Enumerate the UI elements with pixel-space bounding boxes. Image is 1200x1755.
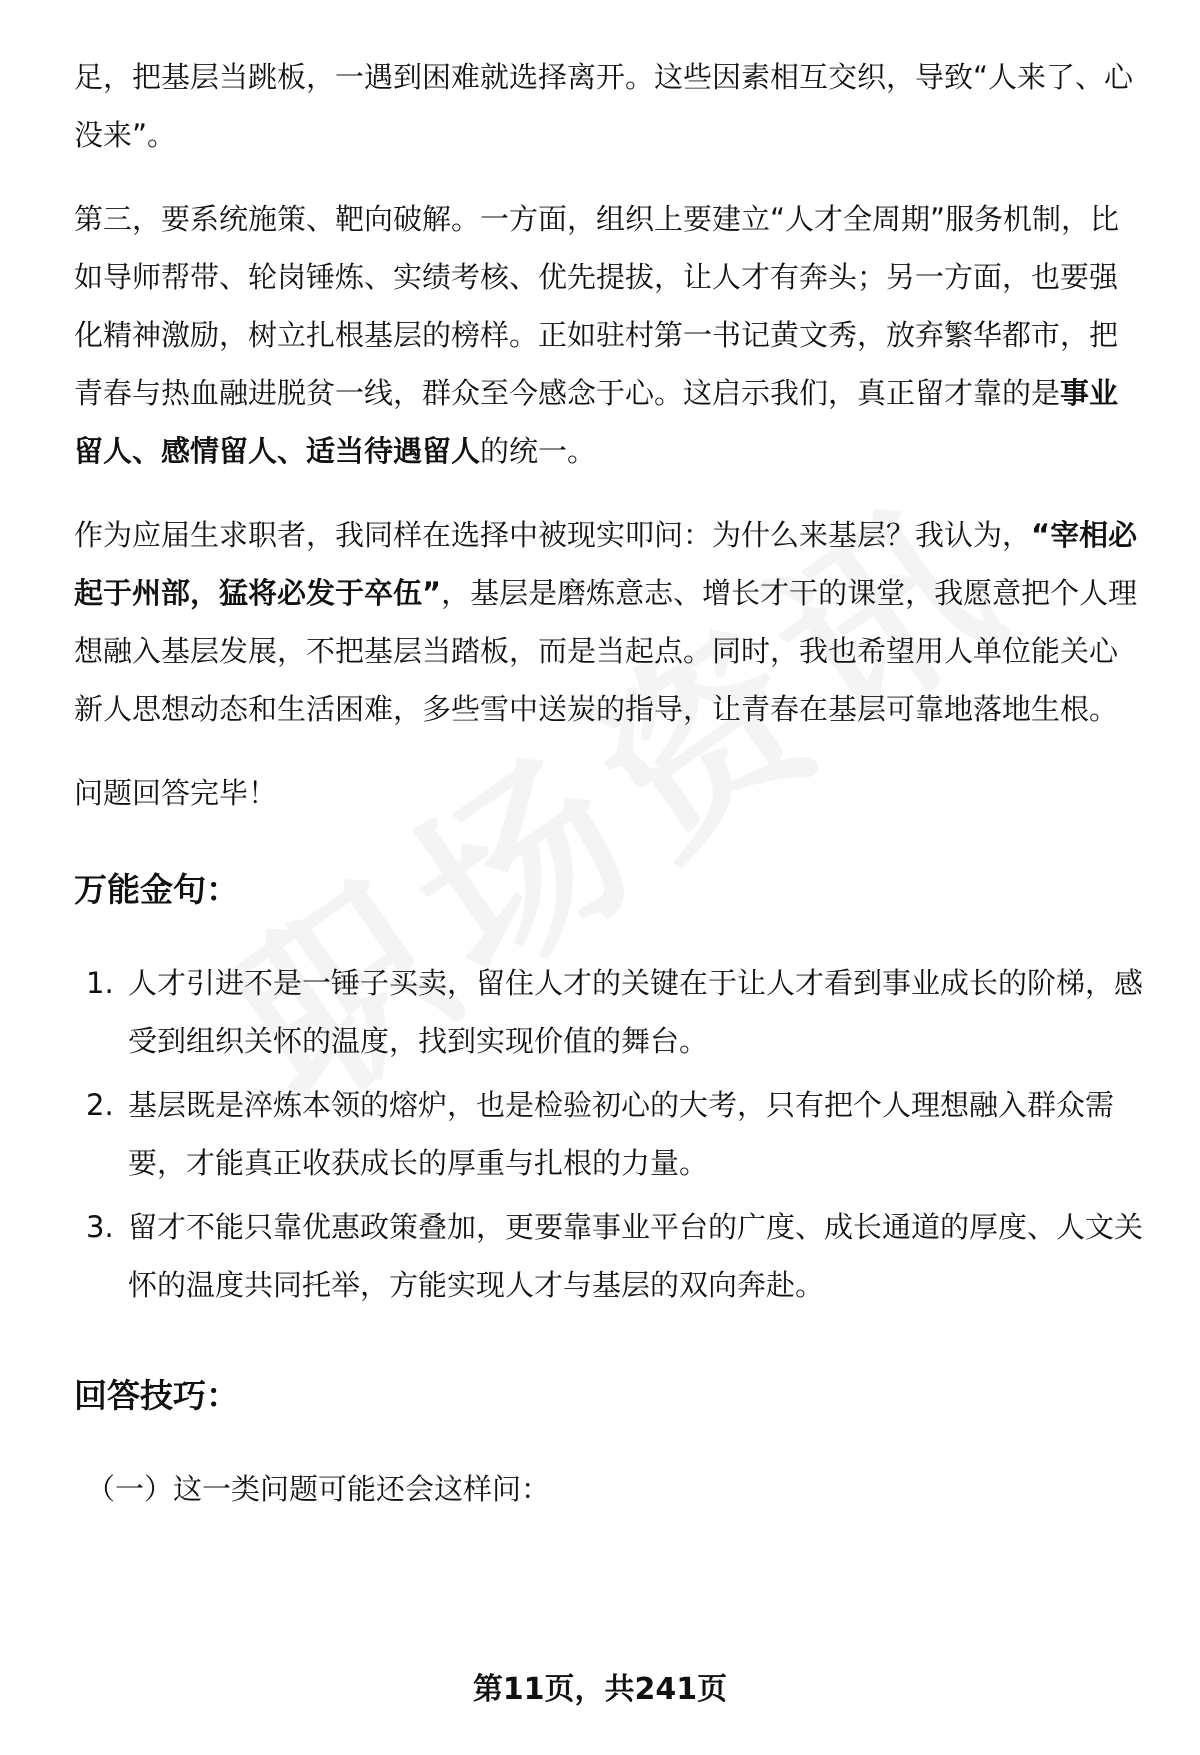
list-item — [74, 1076, 1146, 1192]
list-item-number: 2. — [86, 1088, 114, 1122]
golden-sentences-list — [74, 954, 1146, 1314]
list-item — [74, 1198, 1146, 1314]
paragraph-2-tail: 的统一。 — [480, 434, 597, 468]
paragraph-3 — [74, 506, 1146, 738]
paragraph-3-text: 作为应届生求职者，我同样在选择中被现实叩问：为什么来基层？我认为， — [74, 518, 1032, 552]
list-item — [74, 954, 1146, 1070]
section-title-answer-tips: 回答技巧： — [74, 1376, 239, 1415]
section-title-golden-sentences: 万能金句： — [74, 870, 239, 909]
list-item-number: 1. — [86, 966, 114, 1000]
subsection-heading: （一）这一类问题可能还会这样问： — [86, 1472, 551, 1506]
list-item-number: 3. — [86, 1210, 114, 1244]
paragraph-4: 问题回答完毕！ — [74, 776, 278, 810]
paragraph-3-tail: ，基层是磨炼意志、增长才干的课堂，我愿意把个人理想融入基层发展，不把基层当踏板，而是当起点。同时，我也希望用人单位能关心新人思想动态和生活困难，多些雪中送炭的指导，让青春在基层可靠地落地生根。 — [74, 576, 1138, 726]
paragraph-2-text: 第三，要系统施策、靶向破解。一方面，组织上要建立“人才全周期”服务机制，比如导师帮带、轮岗锤炼、实绩考核、优先提拔，让人才有奔头；另一方面，也要强化精神激励，树立扎根基层的榜样。正如驻村第一书记黄文秀，放弃繁华都市，把青春与热血融进脱贫一线，群众至今感念于心。这启示我们，真正留才靠的是 — [74, 202, 1120, 410]
document-body — [74, 48, 1146, 1518]
paragraph-2-emphasis: 事业留人、感情留人、适当待遇留人 — [74, 376, 1119, 468]
page-number: 第11页，共241页 — [472, 1672, 728, 1707]
list-item-text: 人才引进不是一锤子买卖，留住人才的关键在于让人才看到事业成长的阶梯，感受到组织关怀的温度，找到实现价值的舞台。 — [128, 966, 1144, 1058]
paragraph-2 — [74, 190, 1146, 480]
list-item-text: 留才不能只靠优惠政策叠加，更要靠事业平台的广度、成长通道的厚度、人文关怀的温度共同托举，方能实现人才与基层的双向奔赴。 — [128, 1210, 1144, 1302]
paragraph-3-quote: “宰相必起于州部，猛将必发于卒伍” — [74, 518, 1138, 610]
list-item-text: 基层既是淬炼本领的熔炉，也是检验初心的大考，只有把个人理想融入群众需要，才能真正收获成长的厚重与扎根的力量。 — [128, 1088, 1115, 1180]
paragraph-1: 足，把基层当跳板，一遇到困难就选择离开。这些因素相互交织，导致“人来了、心没来”。 — [74, 60, 1134, 152]
